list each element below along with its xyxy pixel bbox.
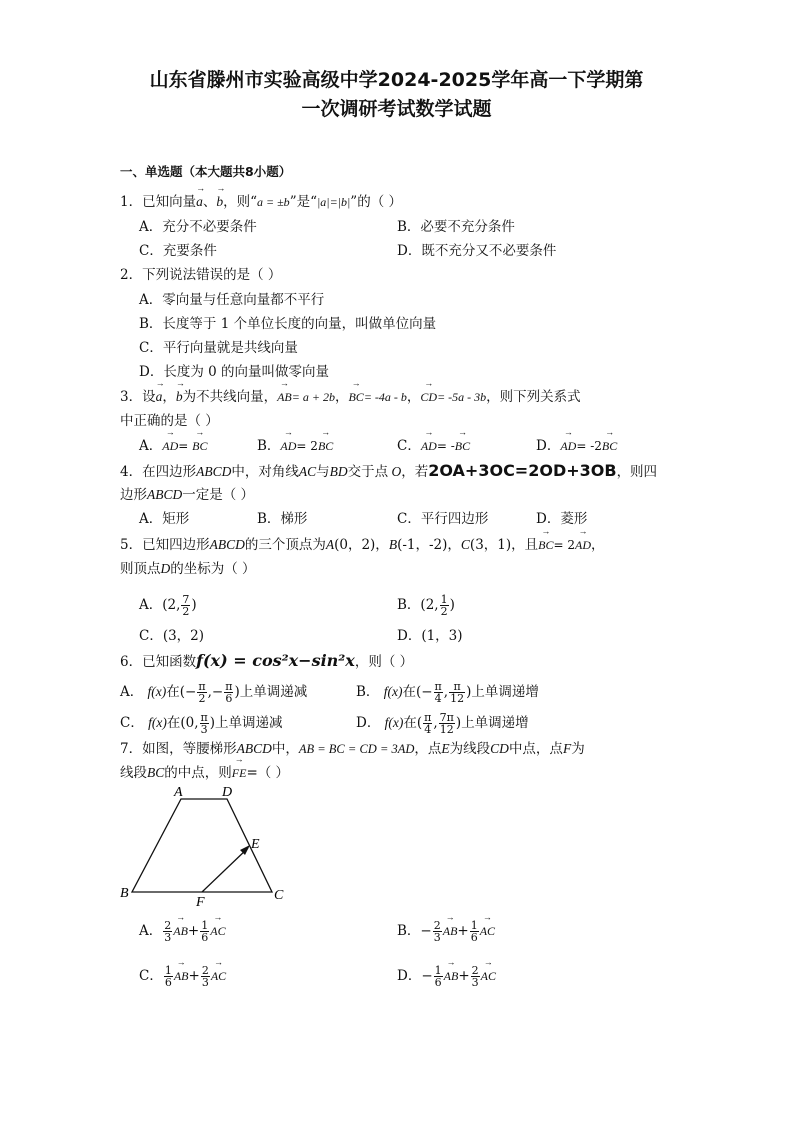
q1-stem-text-c: ，则“	[223, 194, 257, 210]
q4-text-c: 与	[316, 464, 330, 480]
q6-fx: f(x)	[148, 715, 167, 730]
figure-label-E: E	[251, 837, 260, 852]
q2-option-c[interactable]: C．平行向量就是共线向量	[139, 340, 298, 356]
q1-option-d[interactable]: D．既不充分又不必要条件	[397, 243, 557, 259]
q4-stem-line-2	[120, 486, 254, 504]
q5-text-b: 的三个顶点为	[244, 537, 326, 553]
q1-stem-text-a: 1．已知向量	[120, 194, 197, 210]
q3-stem-line-1: 3．设→ a，→ b为不共线向量，→ AB= a + 2b，→ BC= -4a - b，→ CD= -5a - 3b，则下列关系式	[120, 388, 581, 406]
vector-FE-line	[202, 848, 248, 892]
q3-expr-1: = a + 2b	[291, 390, 335, 404]
q7-text-f: 中点，点	[508, 741, 563, 757]
label-O: O	[388, 464, 402, 479]
q3-option-d-expr: = -2	[576, 439, 602, 453]
q2-option-d[interactable]: D．长度为 0 的向量叫做零向量	[139, 364, 329, 380]
q1-stem-text-e: ”的（ ）	[350, 194, 402, 210]
q6-zai: 在	[166, 684, 180, 700]
vec-AC: → AC	[480, 922, 495, 940]
fraction-1-6: $\frac{1}{6}$	[201, 919, 209, 944]
label-E: E	[441, 741, 450, 756]
title-line-2: 一次调研考试数学试题	[301, 98, 492, 120]
q3-option-c-expr: = -	[436, 439, 455, 453]
q5-text-e: (3，1)，且	[469, 537, 539, 553]
q2-option-a[interactable]: A．零向量与任意向量都不平行	[139, 292, 325, 308]
q3-expr-2: = -4a - b	[363, 390, 407, 404]
q3-text-b: ，	[162, 389, 176, 405]
q3-option-d[interactable]	[536, 437, 617, 455]
label-D: D	[160, 561, 171, 576]
vec-a: → a	[156, 388, 163, 406]
q6-inc: 上单调递增	[471, 684, 539, 700]
q4-text-f: ，则四	[616, 464, 658, 480]
vec-BC: → BC	[455, 437, 470, 455]
q7-text-j: =（ ）	[246, 765, 290, 781]
q7-text-g: 为	[571, 741, 585, 757]
section-heading: 一、单选题（本大题共8小题）	[120, 164, 292, 179]
q5-text-f: = 2	[553, 538, 575, 552]
figure-label-A: A	[174, 785, 183, 800]
vec-AC: → AC	[481, 967, 496, 985]
q5-stem-line-2	[120, 560, 256, 578]
q6-zai: 在	[166, 715, 181, 731]
q3-option-b-label: B．	[257, 438, 281, 454]
vec-CD: → CD	[420, 388, 437, 406]
fraction-2-3: $\frac{2}{3}$	[164, 919, 172, 944]
q6-fx: f(x)	[147, 684, 167, 699]
q6-function: f(x) = cos²x−sin²x	[196, 651, 355, 670]
fraction-7pi-12: $\frac{7\pi}{12}$	[439, 711, 454, 736]
q7-stem-line-1	[120, 740, 585, 758]
q4-text-d: 交于点	[347, 464, 389, 480]
vec-a: → a	[196, 193, 203, 211]
q6-inc: 上单调递增	[461, 715, 529, 731]
vec-BC: → BC	[192, 437, 207, 455]
vec-BC: → BC	[602, 437, 617, 455]
q2-stem: 2．下列说法错误的是（ ）	[120, 267, 282, 283]
q3-text-c: 为不共线向量，	[182, 389, 278, 405]
q7-option-c-label: C．	[139, 968, 163, 984]
fraction-pi-12: $\frac{\pi}{12}$	[450, 680, 465, 705]
q6-option-a-label: A．	[120, 684, 144, 700]
vec-BC: → BC	[318, 437, 333, 455]
vec-AB: → AB	[173, 922, 188, 940]
vec-AD: → AD	[280, 437, 296, 455]
q5-option-b[interactable]: B．(2, $\frac{1}{2}$ )	[397, 593, 455, 618]
q6-option-b-label: B．	[356, 684, 380, 700]
q6-dec: 上单调递减	[239, 684, 308, 700]
q7-text-b: 中，	[271, 741, 299, 757]
q3-option-d-label: D．	[536, 438, 561, 454]
q4-option-b[interactable]: B．梯形	[257, 511, 308, 527]
q7-option-c[interactable]: C． $\frac{1}{6}$ → AB+ $\frac{2}{3}$ → AC	[139, 965, 226, 988]
q3-option-a-expr: =	[178, 439, 193, 453]
fraction-pi-3: $\frac{\pi}{3}$	[200, 711, 208, 736]
vec-AB: → AB	[277, 388, 292, 406]
fraction-pi-2: $\frac{\pi}{2}$	[198, 680, 206, 705]
label-F: F	[562, 741, 572, 756]
q3-expr-3: = -5a - 3b	[437, 390, 487, 404]
vec-BC: → BC	[348, 388, 363, 406]
q1-condition-2: |a|=|b|	[317, 195, 351, 209]
q6-zai: 在	[403, 715, 417, 731]
vec-AD: → AD	[162, 437, 178, 455]
fraction-pi-6: $\frac{\pi}{6}$	[225, 680, 233, 705]
fraction-7-2: $\frac{7}{2}$	[182, 593, 190, 618]
vec-b: → b	[216, 193, 223, 211]
q7-option-b-label: B．	[397, 923, 421, 939]
figure-label-D: D	[222, 785, 233, 800]
label-C: C	[460, 537, 470, 552]
fraction-pi-4: $\frac{\pi}{4}$	[434, 680, 442, 705]
label-BC: BC	[147, 765, 165, 780]
q7-text-d: ，点	[414, 741, 442, 757]
q6-option-d[interactable]: D． f(x)在( $\frac{\pi}{4}$ , $\frac{7\pi}{12}$ )上单调递增	[356, 711, 529, 736]
label-BD: BD	[329, 464, 348, 479]
q6-zai: 在	[402, 684, 416, 700]
q5-option-d[interactable]: D．(1，3)	[397, 628, 463, 644]
q7-text-e: 为线段	[449, 741, 491, 757]
label-ABCD: ABCD	[147, 487, 183, 502]
q2-option-b[interactable]: B．长度等于 1 个单位长度的向量，叫做单位向量	[139, 316, 437, 332]
q5-text-h: 则顶点	[120, 561, 161, 577]
q7-stem-line-2	[120, 764, 289, 782]
q6-option-c[interactable]: C． f(x)在(0, $\frac{\pi}{3}$ )上单调递减	[120, 711, 283, 736]
fraction-1-6: $\frac{1}{6}$	[164, 964, 172, 989]
q3-text-d: ，则下列关系式	[486, 389, 581, 405]
q3-stem-line-2: 中正确的是（ ）	[120, 413, 219, 429]
q3-text-a: 3．设	[120, 389, 156, 405]
q3-option-a-label: A．	[139, 438, 163, 454]
fraction-2-3: $\frac{2}{3}$	[433, 919, 441, 944]
label-AC: AC	[298, 464, 317, 479]
q4-option-d[interactable]: D．菱形	[536, 511, 588, 527]
q4-option-c[interactable]: C．平行四边形	[397, 511, 489, 527]
q1-stem	[120, 193, 402, 211]
q4-text-a: 4．在四边形	[120, 464, 197, 480]
q4-text-b: 中，对角线	[231, 464, 299, 480]
label-A: A	[325, 537, 335, 552]
fraction-2-3: $\frac{2}{3}$	[201, 964, 209, 989]
q3-option-b-expr: = 2	[296, 439, 318, 453]
q7-text-a: 7．如图，等腰梯形	[120, 741, 237, 757]
figure-label-F: F	[196, 895, 205, 906]
q6-option-c-label: C．	[120, 715, 144, 731]
fraction-pi-4: $\frac{\pi}{4}$	[424, 711, 432, 736]
vec-AB: → AB	[174, 967, 189, 985]
q7-condition: AB = BC = CD = 3AD	[298, 742, 415, 756]
q5-text-g: ，	[591, 537, 605, 553]
q5-stem-line-1	[120, 536, 605, 554]
title-line-1: 山东省滕州市实验高级中学2024-2025学年高一下学期第	[149, 69, 644, 91]
q7-option-d[interactable]: D．− $\frac{1}{6}$ → AB+ $\frac{2}{3}$ → AC	[397, 965, 496, 988]
q6-option-a[interactable]: A． f(x)在(− $\frac{\pi}{2}$ ,− $\frac{\pi}{6}$ )上单调递减	[120, 680, 308, 705]
vec-AC: → AC	[210, 922, 225, 940]
q3-option-a[interactable]	[139, 437, 207, 455]
q4-text-e: ，若	[401, 464, 429, 480]
q1-stem-text-b: 、	[202, 194, 217, 210]
q7-text-h: 线段	[120, 765, 147, 781]
q6-text-a: 6．已知函数	[120, 654, 197, 670]
q5-option-a-label: A．	[139, 597, 163, 613]
q4-equation: 2OA+3OC=2OD+3OB	[428, 461, 617, 480]
q5-option-a[interactable]: A．(2, $\frac{7}{2}$ )	[139, 593, 197, 618]
q4-text-h: 一定是（ ）	[182, 487, 255, 503]
q1-condition-1: a = ±b	[257, 195, 290, 209]
fraction-1-6: $\frac{1}{6}$	[434, 964, 442, 989]
q5-option-b-label: B．	[397, 597, 421, 613]
q7-option-a-label: A．	[139, 923, 163, 939]
fraction-2-3: $\frac{2}{3}$	[471, 964, 479, 989]
q5-text-a: 5．已知四边形	[120, 537, 210, 553]
q4-stem-line-1	[120, 462, 657, 481]
q6-stem	[120, 652, 413, 671]
trapezoid-figure	[112, 782, 302, 906]
q5-text-d: (-1，-2)，	[397, 537, 461, 553]
label-ABCD: ABCD	[196, 464, 232, 479]
q3-option-c-label: C．	[397, 438, 421, 454]
vec-AD: → AD	[560, 437, 576, 455]
label-ABCD: ABCD	[236, 741, 272, 756]
q3-option-b[interactable]	[257, 437, 333, 455]
q6-fx: f(x)	[384, 715, 404, 730]
q7-option-a[interactable]: A． $\frac{2}{3}$ → AB+ $\frac{1}{6}$ → AC	[139, 920, 226, 943]
q1-option-b[interactable]: B．必要不充分条件	[397, 219, 515, 235]
vec-AB: → AB	[444, 967, 459, 985]
vec-AD: → AD	[421, 437, 437, 455]
q6-fx: f(x)	[383, 684, 403, 699]
q6-option-b[interactable]: B． f(x)在(− $\frac{\pi}{4}$ , $\frac{\pi}{12}$ )上单调递增	[356, 680, 539, 705]
page-title	[80, 66, 713, 124]
label-CD: CD	[490, 741, 509, 756]
q1-option-a[interactable]: A．充分不必要条件	[139, 219, 257, 235]
q7-text-i: 的中点，则	[164, 765, 232, 781]
q1-stem-text-d: ”是“	[289, 194, 317, 210]
vec-AB: → AB	[443, 922, 458, 940]
vec-FE: → FE	[232, 764, 247, 782]
fraction-1-2: $\frac{1}{2}$	[440, 593, 448, 618]
q6-text-b: ，则（ ）	[354, 654, 414, 670]
q5-text-i: 的坐标为（ ）	[170, 561, 256, 577]
q3-option-c[interactable]	[397, 437, 470, 455]
figure-label-C: C	[274, 888, 284, 903]
vec-b: → b	[176, 388, 183, 406]
label-ABCD: ABCD	[209, 537, 245, 552]
q6-dec: 上单调递减	[215, 715, 283, 731]
q7-option-d-label: D．	[397, 968, 422, 984]
figure-label-B: B	[120, 886, 129, 901]
q1-option-c[interactable]: C．充要条件	[139, 243, 217, 259]
label-B: B	[388, 537, 398, 552]
q5-option-c[interactable]: C．(3，2)	[139, 628, 205, 644]
q7-option-b[interactable]: B．− $\frac{2}{3}$ → AB+ $\frac{1}{6}$ → AC	[397, 920, 495, 943]
vec-BC: → BC	[538, 536, 553, 554]
q6-option-d-label: D．	[356, 715, 381, 731]
vec-AC: → AC	[211, 967, 226, 985]
q4-text-g: 边形	[120, 487, 147, 503]
q5-text-c: (0，2)，	[334, 537, 389, 553]
fraction-1-6: $\frac{1}{6}$	[470, 919, 478, 944]
q4-option-a[interactable]: A．矩形	[139, 511, 190, 527]
vec-AD: → AD	[575, 536, 591, 554]
